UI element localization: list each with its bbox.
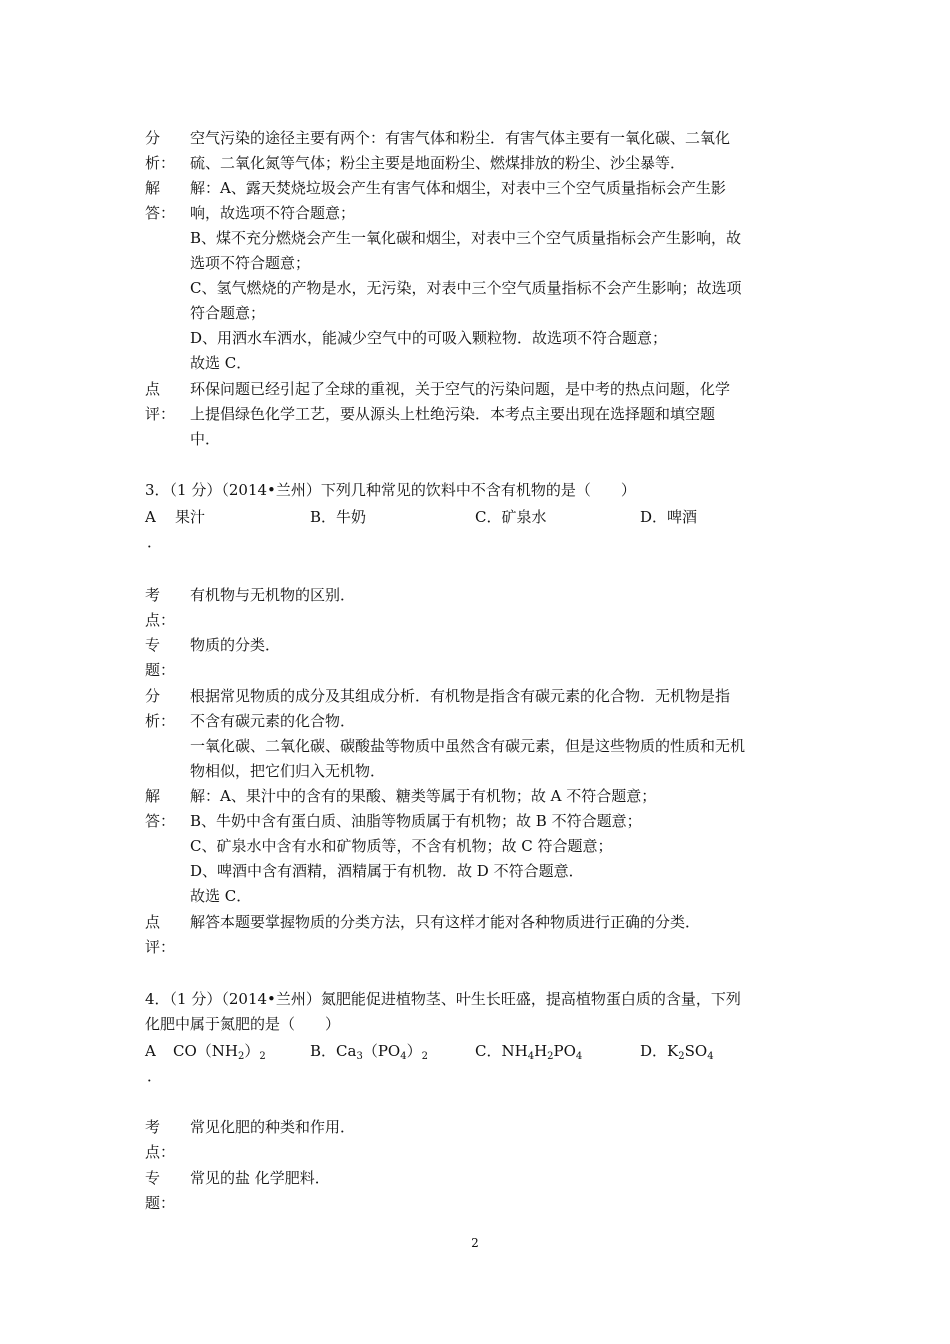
q4-option-a-letter: A (145, 1042, 156, 1060)
q3-zhuanti-label-1: 专 (145, 636, 161, 654)
q3-option-c: C．矿泉水 (475, 508, 547, 526)
q3-solution-line: D、啤酒中含有酒精，酒精属于有机物．故 D 不符合题意． (190, 862, 584, 880)
q4-option-dot: ． (147, 1067, 163, 1085)
q3-solution-line: 故选 C． (190, 887, 252, 905)
q4-kaodian-label-1: 考 (145, 1118, 161, 1136)
q3-solution-line: B、牛奶中含有蛋白质、油脂等物质属于有机物；故 B 不符合题意； (190, 812, 642, 830)
analysis-label-1: 分 (145, 129, 161, 147)
q3-option-a: 果汁 (175, 508, 206, 526)
q3-solution-label-1: 解 (145, 787, 161, 805)
solution-line: 选项不符合题意； (190, 254, 311, 272)
q4-option-b: B．$Ca_3(PO_4)_2$ (310, 1042, 428, 1062)
q3-option-dot: ． (147, 533, 163, 551)
q3-analysis-line: 不含有碳元素的化合物． (190, 712, 356, 730)
q3-analysis-line: 物相似，把它们归入无机物． (190, 762, 386, 780)
q3-comment: 解答本题要掌握物质的分类方法，只有这样才能对各种物质进行正确的分类． (190, 913, 701, 931)
q3-comment-label-1: 点 (145, 913, 161, 931)
comment-line: 上提倡绿色化学工艺，要从源头上杜绝污染．本考点主要出现在选择题和填空题 (190, 405, 716, 423)
question-4-stem-line: 化肥中属于氮肥的是（ ） (145, 1015, 341, 1033)
page-number: 2 (471, 1236, 479, 1250)
q3-option-b: B．牛奶 (310, 508, 367, 526)
solution-label-1: 解 (145, 179, 161, 197)
q3-analysis-line: 一氧化碳、二氧化碳、碳酸盐等物质中虽然含有碳元素，但是这些物质的性质和无机 (190, 737, 746, 755)
q3-solution-line: C、矿泉水中含有水和矿物质等，不含有机物；故 C 符合题意； (190, 837, 613, 855)
q4-option-a: $CO(NH_2)_2$ (173, 1042, 266, 1062)
solution-line: 符合题意； (190, 304, 266, 322)
analysis-label-2: 析： (145, 154, 176, 172)
comment-label-1: 点 (145, 380, 161, 398)
q3-kaodian-label-1: 考 (145, 586, 161, 604)
q3-zhuanti: 物质的分类． (190, 636, 281, 654)
q4-kaodian-label-2: 点： (145, 1143, 176, 1161)
q3-option-d: D．啤酒 (640, 508, 698, 526)
analysis-line: 空气污染的途径主要有两个：有害气体和粉尘．有害气体主要有一氧化碳、二氧化 (190, 129, 731, 147)
comment-line: 环保问题已经引起了全球的重视，关于空气的污染问题，是中考的热点问题，化学 (190, 380, 731, 398)
q4-kaodian: 常见化肥的种类和作用． (190, 1118, 356, 1136)
q4-option-d: D．$K_2SO_4$ (640, 1042, 714, 1062)
q4-zhuanti: 常见的盐 化学肥料． (190, 1169, 330, 1187)
comment-line: 中． (190, 430, 221, 448)
q3-zhuanti-label-2: 题： (145, 661, 176, 679)
question-3-stem: 3．（1 分）（2014•兰州）下列几种常见的饮料中不含有机物的是（ ） (145, 481, 636, 499)
solution-line: D、用洒水车洒水，能减少空气中的可吸入颗粒物．故选项不符合题意； (190, 329, 668, 347)
analysis-line: 硫、二氧化氮等气体；粉尘主要是地面粉尘、燃煤排放的粉尘、沙尘暴等． (190, 154, 686, 172)
q3-kaodian: 有机物与无机物的区别． (190, 586, 356, 604)
solution-line: 解：A、露天焚烧垃圾会产生有害气体和烟尘，对表中三个空气质量指标会产生影 (190, 179, 726, 197)
solution-line: C、氢气燃烧的产物是水，无污染，对表中三个空气质量指标不会产生影响；故选项 (190, 279, 742, 297)
q4-option-c: C．$NH_4H_2PO_4$ (475, 1042, 583, 1062)
q3-solution-label-2: 答： (145, 812, 176, 830)
q4-zhuanti-label-1: 专 (145, 1169, 161, 1187)
q3-comment-label-2: 评： (145, 938, 176, 956)
q3-kaodian-label-2: 点： (145, 611, 176, 629)
question-4-stem-line: 4．（1 分）（2014•兰州）氮肥能促进植物茎、叶生长旺盛，提高植物蛋白质的含量，下列 (145, 990, 741, 1008)
q3-solution-line: 解：A、果汁中的含有的果酸、糖类等属于有机物；故 A 不符合题意； (190, 787, 657, 805)
q3-analysis-line: 根据常见物质的成分及其组成分析．有机物是指含有碳元素的化合物．无机物是指 (190, 687, 731, 705)
comment-label-2: 评： (145, 405, 176, 423)
solution-label-2: 答： (145, 204, 176, 222)
solution-line: 故选 C． (190, 354, 252, 372)
solution-line: 响，故选项不符合题意； (190, 204, 356, 222)
q3-analysis-label-1: 分 (145, 687, 161, 705)
q3-analysis-label-2: 析： (145, 712, 176, 730)
q4-zhuanti-label-2: 题： (145, 1194, 176, 1212)
q3-option-a-letter: A (145, 508, 156, 526)
solution-line: B、煤不充分燃烧会产生一氧化碳和烟尘，对表中三个空气质量指标会产生影响，故 (190, 229, 742, 247)
